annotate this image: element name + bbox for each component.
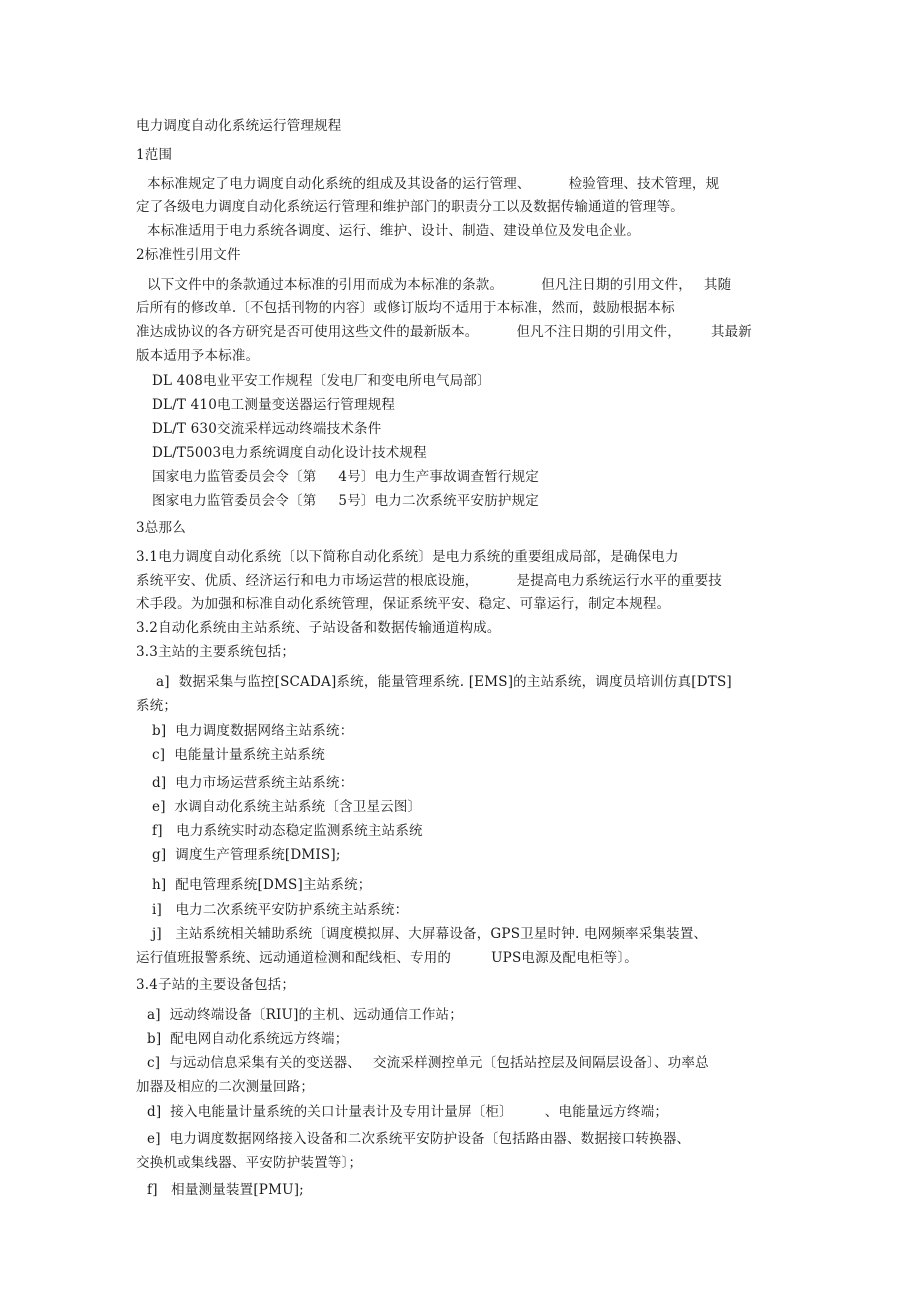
section-3-heading: 3总那么	[136, 520, 186, 536]
reference-item: DL 408电业平安工作规程〔发电厂和变电所电气局部〕	[152, 373, 491, 389]
text-segment: 本标准规定了电力调度自动化系统的组成及其设备的运行管理、	[147, 176, 531, 192]
paragraph: 3.3主站的主要系统包括；	[136, 644, 296, 660]
text-segment: UPS电源及配电柜等〕。	[491, 950, 638, 966]
reference-item	[152, 492, 539, 510]
list-item: i] 电力二次系统平安防护系统主站系统：	[152, 902, 409, 918]
list-item: g] 调度生产管理系统[DMIS];	[152, 847, 341, 863]
list-item: e] 电力调度数据网络接入设备和二次系统平安防护设备〔包括路由器、数据接口转换器、	[147, 1131, 691, 1147]
list-item-continuation: 交换机或集线器、平安防护装置等〕；	[136, 1155, 363, 1171]
paragraph-line: 后所有的修改单.〔不包括刊物的内容〕或修订版均不适用于本标准，然而，鼓励根据本标	[136, 300, 675, 316]
paragraph-line: 定了各级电力调度自动化系统运行管理和维护部门的职责分工以及数据传输通道的管理等。	[136, 199, 684, 215]
text-segment: 5号〕电力二次系统平安肪护规定	[338, 493, 539, 509]
list-item: e] 水调自动化系统主站系统〔含卫星云图〕	[152, 799, 422, 815]
paragraph-line: 术手段。为加强和标准自动化系统管理，保证系统平安、稳定、可靠运行，制定本规程。	[136, 596, 671, 612]
list-item: h] 配电管理系统[DMS]主站系统；	[152, 877, 372, 893]
paragraph-line: 版本适用予本标准。	[136, 348, 260, 364]
text-segment: 系统平安、优质、经济运行和电力市场运营的根底设施，	[136, 573, 479, 589]
list-item-continuation: 系统；	[136, 698, 178, 714]
section-1-heading: 1范围	[136, 147, 173, 163]
text-segment: 其随	[703, 277, 732, 293]
reference-item: DL/T5003电力系统调度自动化设计技术规程	[152, 445, 427, 461]
paragraph-line	[136, 323, 752, 341]
text-segment: 图家电力监管委员会令〔第	[152, 493, 317, 509]
text-segment: d] 接入电能量计量系统的关口计量表计及专用计量屏〔柜〕	[147, 1104, 513, 1120]
list-item: b] 电力调度数据网络主站系统：	[152, 723, 354, 739]
text-segment: 是提高电力系统运行水平的重要技	[516, 573, 722, 589]
list-item: c] 电能量计量系统主站系统	[152, 747, 325, 763]
text-segment: 但凡注日期的引用文件，	[541, 277, 692, 293]
reference-item: DL/T 630交流采样远动终端技术条件	[152, 421, 382, 437]
text-segment: 运行值班报警系统、远动通道检测和配线柜、专用的	[136, 950, 452, 966]
paragraph: 3.2自动化系统由主站系统、子站设备和数据传输通道构成。	[136, 620, 501, 636]
list-item: a] 数据采集与监控[SCADA]系统，能量管理系统. [EMS]的主站系统，调度员培训仿真[DTS]	[156, 674, 732, 690]
list-item: a] 远动终端设备〔RIU]的主机、远动通信工作站；	[147, 1007, 463, 1023]
document-title: 电力调度自动化系统运行管理规程	[136, 118, 342, 134]
text-segment: 准达成协议的各方研究是否可使用这些文件的最新版本。	[136, 324, 479, 340]
text-segment: 、电能量远方终端；	[544, 1104, 669, 1120]
list-item: f] 相量测量装置[PMU];	[147, 1182, 304, 1198]
text-segment: 其最新	[710, 324, 753, 340]
list-item: f] 电力系统实时动态稳定监测系统主站系统	[152, 823, 423, 839]
text-segment: 国家电力监管委员会令〔第	[152, 469, 317, 485]
list-item: b] 配电网自动化系统远方终端；	[147, 1031, 349, 1047]
paragraph-line: 3.1电力调度自动化系统〔以下简称自动化系统〕是电力系统的重要组成局部，是确保电力	[136, 549, 679, 565]
text-segment: 但凡不注日期的引用文件，	[516, 324, 681, 340]
section-2-heading: 2标准性引用文件	[136, 247, 241, 263]
list-item-continuation: 加器及相应的二次测量回路；	[136, 1079, 315, 1095]
text-segment: 交流采样测控单元〔包括站控层及间隔层设备〕、功率总	[373, 1055, 709, 1071]
text-segment: 以下文件中的条款通过本标准的引用而成为本标准的条款。	[147, 277, 504, 293]
reference-item	[152, 468, 539, 486]
paragraph-line	[147, 175, 719, 193]
paragraph: 3.4子站的主要设备包括；	[136, 977, 296, 993]
paragraph: 本标准适用于电力系统各调度、运行、维护、设计、制造、建设单位及发电企业。	[147, 223, 641, 239]
text-segment: c] 与远动信息采集有关的变送器、	[147, 1055, 362, 1071]
paragraph-line	[136, 572, 722, 590]
list-item-continuation	[136, 949, 638, 967]
paragraph-line	[147, 276, 731, 294]
list-item	[147, 1103, 668, 1121]
list-item: d] 电力市场运营系统主站系统：	[152, 775, 354, 791]
text-segment: 4号〕电力生产事故调查暂行规定	[338, 469, 539, 485]
text-segment: 检验管理、技术管理，规	[568, 176, 720, 192]
list-item: j] 主站系统相关辅助系统〔调度模拟屏、大屏幕设备，GPS卫星时钟. 电网频率采集装置、	[152, 926, 708, 942]
list-item	[147, 1054, 709, 1072]
reference-item: DL/T 410电工测量变送器运行管理规程	[152, 397, 396, 413]
